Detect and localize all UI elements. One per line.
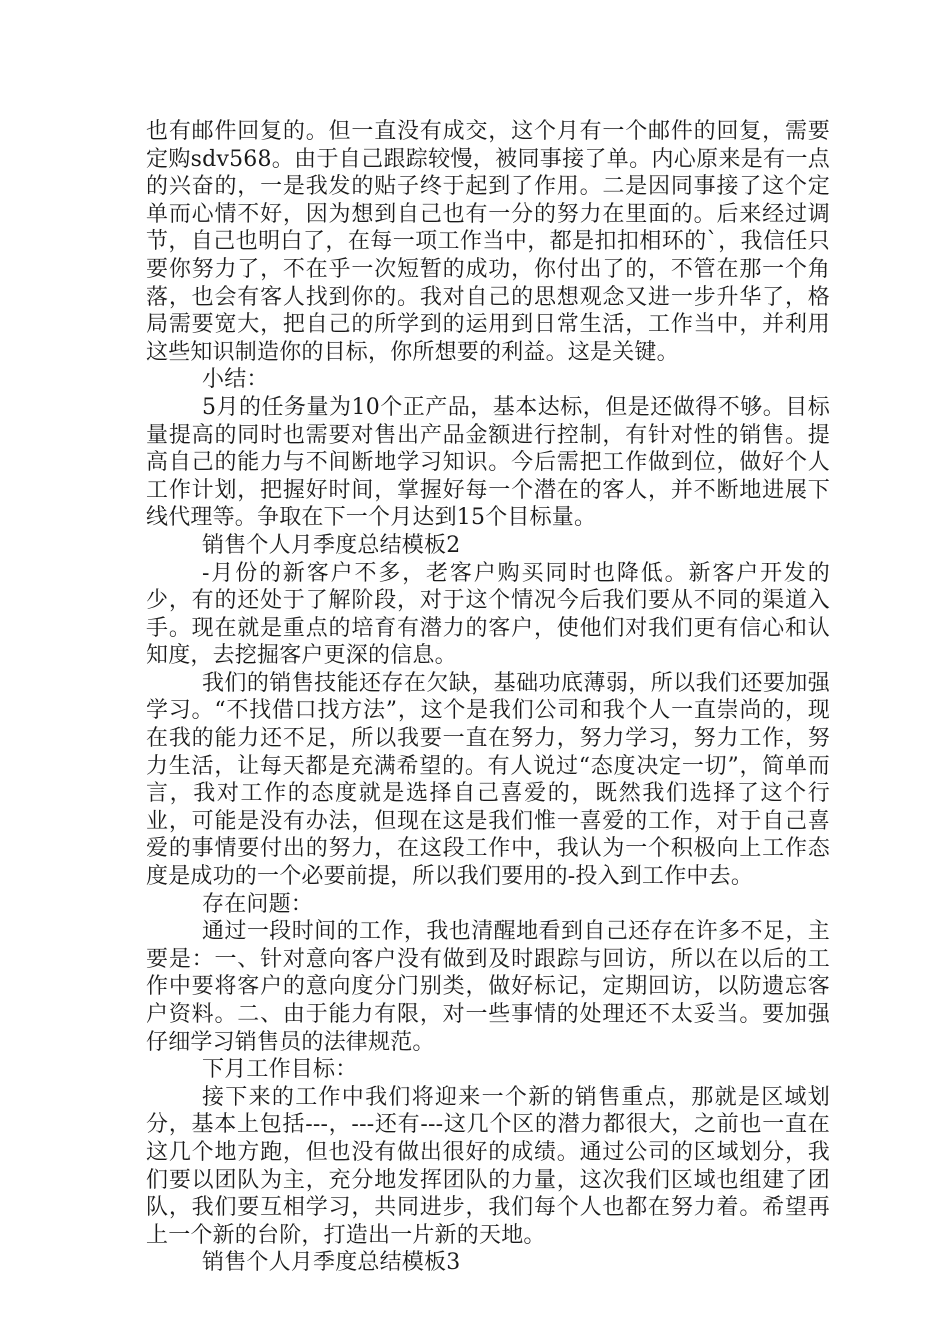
section-title-template-3: 销售个人月季度总结模板3 xyxy=(202,1250,461,1276)
heading-existing-problems: 存在问题： xyxy=(202,891,314,917)
paragraph-summary: 5月的任务量为10个正产品，基本达标，但是还做得不够。目标量提高的同时也需要对售出产品金额进行控制，有针对性的销售。提高自己的能力与不间断地学习知识。今后需把工作做到位，做好个人工作计划，把握好时间，掌握好每一个潜在的客人，并不断地进展下线代理等。争取在下一个月达到15个目标量。 xyxy=(146,394,830,531)
heading-next-month-goals: 下月工作目标： xyxy=(202,1057,358,1083)
paragraph-continuation: 也有邮件回复的。但一直没有成交，这个月有一个邮件的回复，需要定购sdv568。由于自己跟踪较慢，被同事接了单。内心原来是有一点的兴奋的，一是我发的贴子终于起到了作用。二是因同事接了这个定单而心情不好，因为想到自己也有一分的努力在里面的。后来经过调节，自己也明白了，在每一项工作当中，都是扣扣相环的`，我信任只要你努力了，不在乎一次短暂的成功，你付出了的，不管在那一个角落，也会有客人找到你的。我对自己的思想观念又进一步升华了，格局需要宽大，把自己的所学到的运用到日常生活，工作当中，并利用这些知识制造你的目标，你所想要的利益。这是关键。 xyxy=(146,119,830,365)
paragraph-goals: 接下来的工作中我们将迎来一个新的销售重点，那就是区域划分，基本上包括---，---还有---这几个区的潜力都很大，之前也一直在这几个地方跑，但也没有做出很好的成绩。通过公司的区域划分，我们要以团队为主，充分地发挥团队的力量，这次我们区域也组建了团队，我们要互相学习，共同进步，我们每个人也都在努力着。希望再上一个新的台阶，打造出一片新的天地。 xyxy=(146,1084,830,1248)
paragraph-problems: 通过一段时间的工作，我也清醒地看到自己还存在许多不足，主要是：一、针对意向客户没有做到及时跟踪与回访，所以在以后的工作中要将客户的意向度分门别类，做好标记，定期回访，以防遗忘客户资料。二、由于能力有限，对一些事情的处理还不太妥当。要加强仔细学习销售员的法律规范。 xyxy=(146,919,830,1055)
heading-summary: 小结： xyxy=(202,367,269,393)
paragraph-sales-skills: 我们的销售技能还存在欠缺，基础功底薄弱，所以我们还要加强学习。“不找借口找方法”，这个是我们公司和我个人一直崇尚的，现在我的能力还不足，所以我要一直在努力，努力学习，努力工作，努力生活，让每天都是充满希望的。有人说过“态度决定一切”，简单而言，我对工作的态度就是选择自己喜爱的，既然我们选择了这个行业，可能是没有办法，但现在这是我们惟一喜爱的工作，对于自己喜爱的事情要付出的努力，在这段工作中，我认为一个积极向上工作态度是成功的一个必要前提，所以我们要用的-投入到工作中去。 xyxy=(146,670,830,890)
document-body xyxy=(146,118,830,1277)
section-title-template-2: 销售个人月季度总结模板2 xyxy=(202,532,461,558)
paragraph-new-customers: -月份的新客户不多，老客户购买同时也降低。新客户开发的少，有的还处于了解阶段，对于这个情况今后我们要从不同的渠道入手。现在就是重点的培育有潜力的客户，使他们对我们更有信心和认知度，去挖掘客户更深的信息。 xyxy=(146,560,830,669)
